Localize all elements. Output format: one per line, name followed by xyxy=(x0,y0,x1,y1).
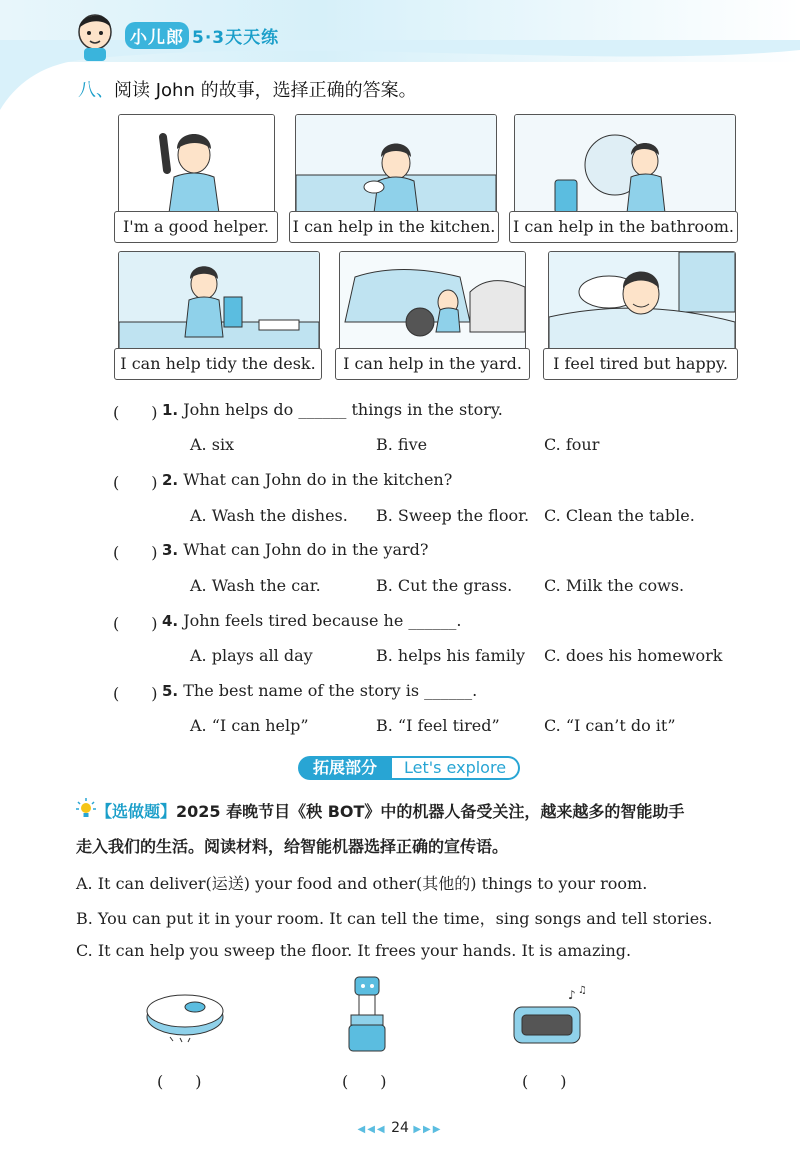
next-arrows-icon: ▶▶▶ xyxy=(413,1124,443,1135)
question-text: What can John do in the yard? xyxy=(183,540,429,559)
svg-text:♫: ♫ xyxy=(578,985,587,996)
option-5a[interactable]: A. “I can help” xyxy=(190,716,309,735)
extra-line-1-text: 2025 春晚节目《秧 BOT》中的机器人备受关注，越来越多的智能助手 xyxy=(176,802,685,821)
optional-tag: 【选做题】 xyxy=(96,802,177,821)
answer-blank-robot-1[interactable]: ( ) xyxy=(157,1072,202,1091)
section-title xyxy=(78,76,417,102)
answer-blank-1[interactable]: ( ) xyxy=(113,403,158,422)
question-5 xyxy=(162,681,477,700)
question-1 xyxy=(162,400,503,419)
answer-blank-3[interactable]: ( ) xyxy=(113,543,158,562)
answer-blank-2[interactable]: ( ) xyxy=(113,473,158,492)
smart-speaker-icon xyxy=(510,985,590,1045)
answer-blank-robot-2[interactable]: ( ) xyxy=(342,1072,387,1091)
extra-line-2: 走入我们的生活。阅读材料，给智能机器选择正确的宣传语。 xyxy=(76,837,509,856)
picture-helper xyxy=(118,114,275,214)
material-c: C. It can help you sweep the floor. It frees your hands. It is amazing. xyxy=(76,941,632,960)
picture-desk xyxy=(118,251,320,351)
answer-blank-4[interactable]: ( ) xyxy=(113,614,158,633)
option-4b[interactable]: B. helps his family xyxy=(376,646,525,665)
explore-label-en: Let's explore xyxy=(392,756,520,780)
question-2 xyxy=(162,470,452,489)
option-2b[interactable]: B. Sweep the floor. xyxy=(376,506,530,525)
brand-text: 5·3天天练 xyxy=(192,28,280,48)
caption-yard: I can help in the yard. xyxy=(335,348,530,380)
picture-yard xyxy=(339,251,526,351)
explore-label-cn: 拓展部分 xyxy=(298,756,392,780)
option-4a[interactable]: A. plays all day xyxy=(190,646,313,665)
option-3a[interactable]: A. Wash the car. xyxy=(190,576,321,595)
option-5c[interactable]: C. “I can’t do it” xyxy=(544,716,676,735)
page-footer xyxy=(340,1120,460,1136)
option-2c[interactable]: C. Clean the table. xyxy=(544,506,695,525)
mascot-icon xyxy=(70,8,120,62)
answer-blank-5[interactable]: ( ) xyxy=(113,684,158,703)
option-1b[interactable]: B. five xyxy=(376,435,428,454)
picture-bed xyxy=(548,251,736,351)
answer-blank-robot-3[interactable]: ( ) xyxy=(522,1072,567,1091)
question-number: 5. xyxy=(162,682,179,700)
option-4c[interactable]: C. does his homework xyxy=(544,646,723,665)
brand-logo xyxy=(125,22,279,49)
sweeping-robot-icon xyxy=(140,985,230,1045)
lightbulb-icon xyxy=(76,798,96,820)
picture-kitchen xyxy=(295,114,497,214)
option-1a[interactable]: A. six xyxy=(190,435,235,454)
caption-bed: I feel tired but happy. xyxy=(543,348,738,380)
option-3c[interactable]: C. Milk the cows. xyxy=(544,576,685,595)
caption-bathroom: I can help in the bathroom. xyxy=(509,211,738,243)
question-text: The best name of the story is ______. xyxy=(183,681,478,700)
caption-desk: I can help tidy the desk. xyxy=(114,348,322,380)
option-1c[interactable]: C. four xyxy=(544,435,600,454)
question-text: What can John do in the kitchen? xyxy=(183,470,453,489)
question-text: John feels tired because he ______. xyxy=(183,611,462,630)
svg-text:♪: ♪ xyxy=(568,988,576,1002)
page-number: 24 xyxy=(391,1120,409,1136)
question-number: 2. xyxy=(162,471,179,489)
section-title-text: 阅读 John 的故事，选择正确的答案。 xyxy=(114,80,417,101)
material-b: B. You can put it in your room. It can tell the time，sing songs and tell stories. xyxy=(76,909,713,928)
extra-line-1 xyxy=(96,799,684,822)
section-number: 八、 xyxy=(78,80,114,101)
option-3b[interactable]: B. Cut the grass. xyxy=(376,576,513,595)
question-3 xyxy=(162,540,428,559)
option-2a[interactable]: A. Wash the dishes. xyxy=(190,506,348,525)
question-number: 1. xyxy=(162,401,179,419)
prev-arrows-icon: ◀◀◀ xyxy=(357,1124,387,1135)
question-text: John helps do ______ things in the story. xyxy=(183,400,503,419)
option-5b[interactable]: B. “I feel tired” xyxy=(376,716,500,735)
brand-bubble: 小儿郎 xyxy=(125,22,189,49)
picture-bathroom xyxy=(514,114,736,214)
delivery-robot-icon xyxy=(345,975,390,1055)
explore-banner xyxy=(298,756,522,780)
caption-kitchen: I can help in the kitchen. xyxy=(289,211,499,243)
material-a: A. It can deliver(运送) your food and other(其他的) things to your room. xyxy=(76,874,648,893)
question-4 xyxy=(162,611,461,630)
question-number: 3. xyxy=(162,541,179,559)
caption-helper: I'm a good helper. xyxy=(114,211,278,243)
question-number: 4. xyxy=(162,612,179,630)
